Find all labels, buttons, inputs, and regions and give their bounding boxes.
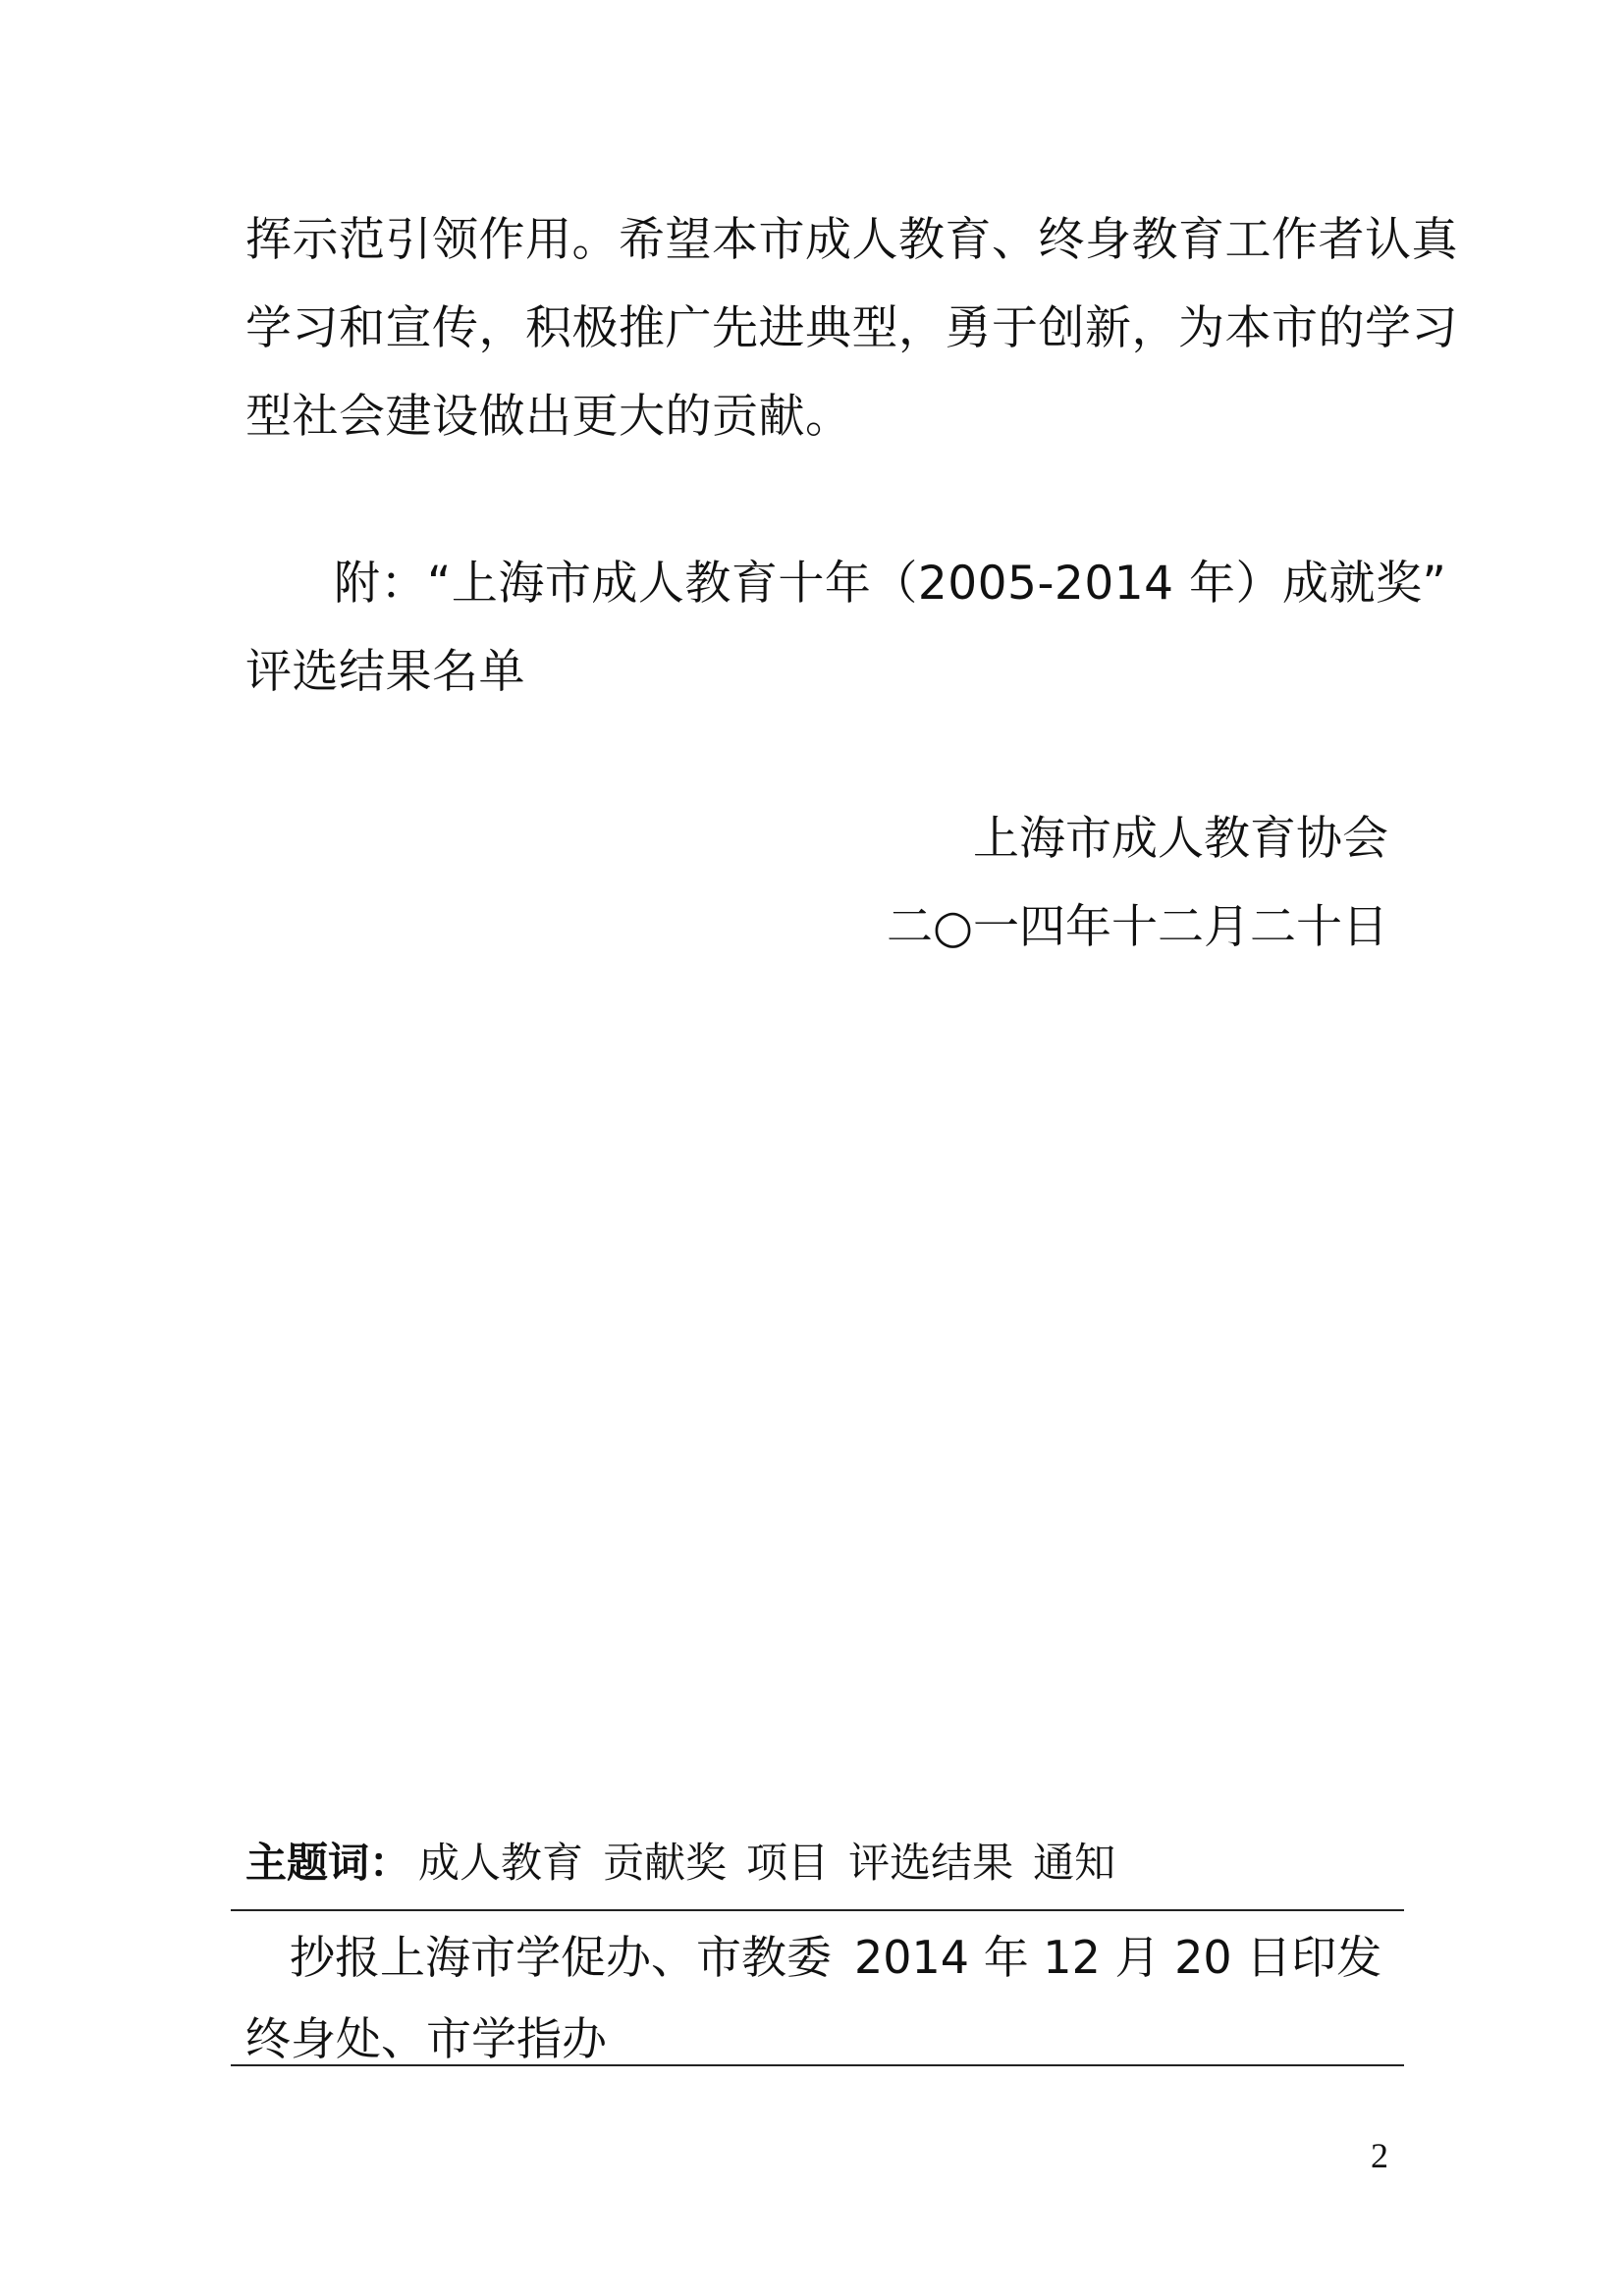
body-paragraph-line-2: 学习和宣传，积极推广先进典型，勇于创新，为本市的学习 <box>245 301 1458 355</box>
body-paragraph-line-1: 挥示范引领作用。希望本市成人教育、终身教育工作者认真 <box>245 213 1458 267</box>
divider-bottom <box>231 2064 1404 2066</box>
keyword-item: 贡献奖 <box>603 1839 728 1887</box>
page-number: 2 <box>1371 2136 1388 2175</box>
attachment-line-2: 评选结果名单 <box>245 645 525 699</box>
keywords-label: 主题词： <box>245 1839 411 1887</box>
print-date: 2014 年 12 月 20 日印发 <box>854 1931 1382 1984</box>
keyword-item: 成人教育 <box>418 1839 584 1887</box>
keyword-item: 评选结果 <box>848 1839 1014 1887</box>
signature-organization: 上海市成人教育协会 <box>973 812 1388 866</box>
divider-top <box>231 1909 1404 1911</box>
attachment-line-1: 附：“上海市成人教育十年（2005-2014 年）成就奖” <box>334 557 1447 611</box>
keyword-item: 项目 <box>746 1839 830 1887</box>
keyword-item: 通知 <box>1033 1839 1116 1887</box>
distribution-recipients: 抄报上海市学促办、市教委 <box>290 1931 832 1984</box>
body-paragraph-line-3: 型社会建设做出更大的贡献。 <box>245 390 852 444</box>
keywords-line <box>245 1836 1127 1891</box>
signature-date: 二○一四年十二月二十日 <box>886 900 1388 954</box>
distribution-recipients-cont: 终身处、市学指办 <box>245 2012 607 2065</box>
